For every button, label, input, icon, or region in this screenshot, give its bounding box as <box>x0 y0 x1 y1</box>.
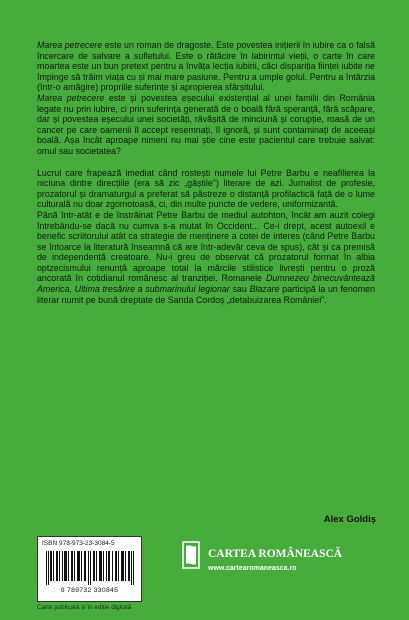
isbn-label: ISBN 978-973-23-3084-5 <box>42 540 115 547</box>
barcode-digits: 9 789732 330845 <box>60 587 119 594</box>
blurb-text <box>37 40 375 305</box>
barcode-icon <box>46 551 134 585</box>
book-title-italic: Marea petrecere <box>37 40 103 50</box>
review-paragraph-2-text-b: sau <box>229 284 250 295</box>
review-paragraph-2-text-c: participă la un fenomen literar numit pe bună dreptate de Sanda Cordoș „detabuizarea României". <box>37 284 376 305</box>
publisher-logo-icon <box>180 540 202 570</box>
book-title-italic: Marea petrecere <box>37 92 105 103</box>
review-paragraph-2 <box>37 210 375 305</box>
blurb-paragraph-1 <box>37 40 375 93</box>
novel-title-italic: Blazare <box>249 284 280 295</box>
digital-edition-note: Carte publicată și în ediție digitală <box>37 604 132 611</box>
blurb-paragraph-1-text: este un roman de dragoste. Este povestea inițierii în iubire ca o falsă încercare de salvare a sufletului. Este o rătăcire în labirintul vieții, o carte în care moartea este un bun pretext pentru a învăța lecția iubirii, căci dispariția ființei iubite ne împinge să trăim viața cu și mai mare pasiune. Pentru a umple golul. Pentru a întârzia (într-o amăgire) propriile suferințe și apropierea sfârșitului. <box>37 40 376 93</box>
review-paragraph-2-text-a: Până într-atât e de înstrăinat Petre Barbu de mediul autohton, încât am auzit colegi întrebându-se dacă nu cumva s-a mutat în Occident... Ce-i drept, acest autoexil e benefic scriitorului atât ca strategie de menținere a cotei de interes (când Petre Barbu se întoarce la literatură înseamnă că are într-adevăr ceva de spus), cât și ca premisă de independență creatoare. Nu-i greu de observat că prozatorul format în albia optzecismului renunță aproape total la mărcile stilistice livrești pentru o proză ancorată în cotidianul românesc al tranziției. Romanele <box>37 209 375 284</box>
blurb-paragraph-2-text: este și povestea eșecului existențial al unei familii din România legate nu prin iubire, ci prin suferința generată de o boală fără speranță, fără scăpare, dar și povestea eșecului unei societăți, răvășită de minciună și corupție, roasă de un cancer pe care oamenii îl accept resemnați, îl ignoră, și sunt contaminați de aceeași boală. Așa încât aproape nimeni nu mai știe cine este pacientul care trebuie salvat: omul sau societatea? <box>37 92 375 156</box>
publisher-url: www.cartearomaneasca.ro <box>208 565 297 572</box>
review-author-signature: Alex Goldiș <box>323 514 376 525</box>
novel-titles-italic: Dumnezeu binecuvântează America, Ultima tresărire a submarinului legionar <box>37 273 375 295</box>
publisher-name: CARTEA ROMÂNEASCĂ <box>208 548 343 560</box>
isbn-barcode <box>37 536 142 602</box>
blurb-paragraph-2 <box>37 93 375 157</box>
review-paragraph-1: Lucrul care frapează imediat când rostești numele lui Petre Barbu e neafilierea la niciuna dintre direcțiile (era să zic „găștile") literare de azi. Jurnalist de profesie, prozatorul și dramaturgul a preferat să păstreze o distanță profilactică față de o lume culturală nu doar zgomotoasă, ci, din multe puncte de vedere, uniformizantă. <box>37 167 375 210</box>
